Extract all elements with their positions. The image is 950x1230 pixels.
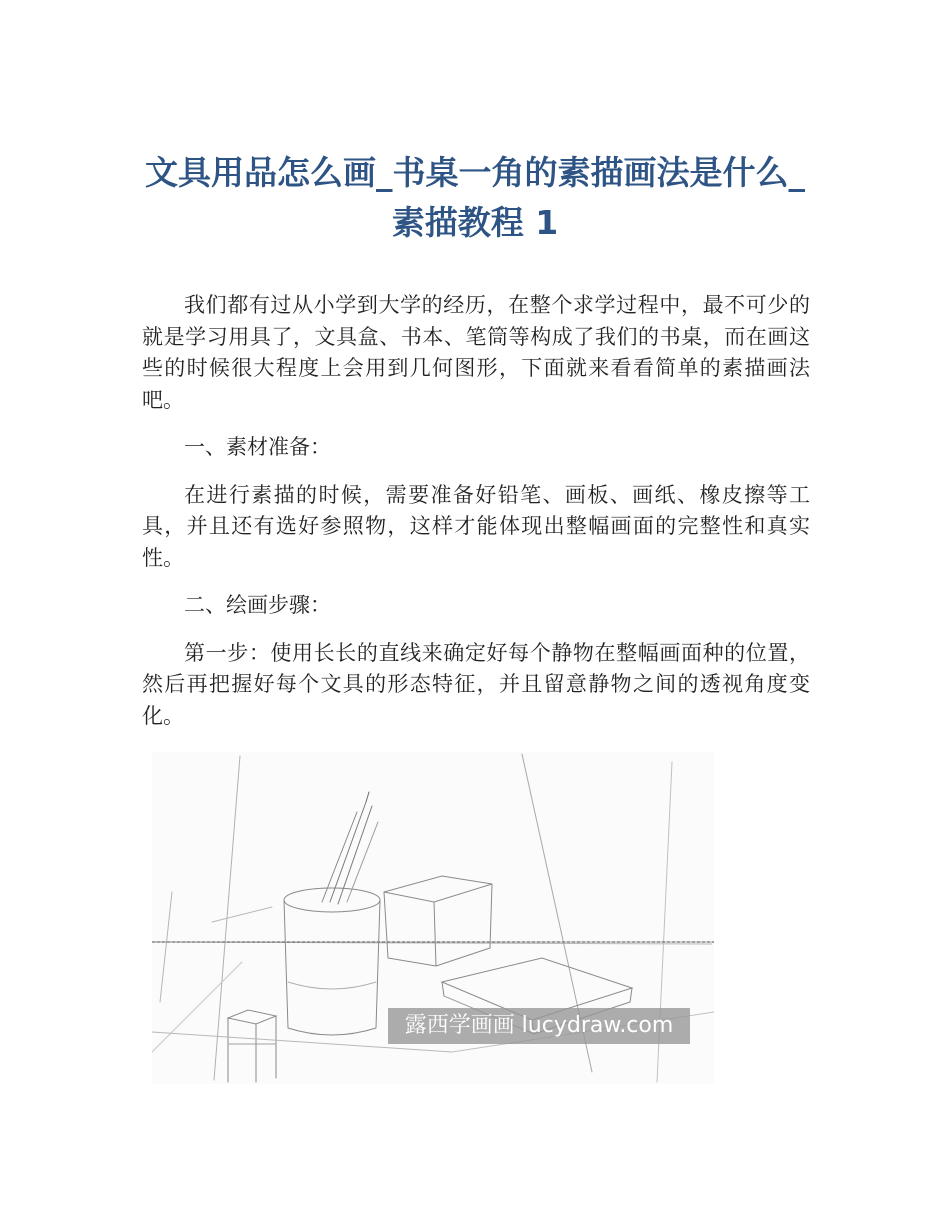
materials-paragraph: 在进行素描的时候，需要准备好铅笔、画板、画纸、橡皮擦等工具，并且还有选好参照物，这样才能体现出整幅画面的完整性和真实性。 xyxy=(142,482,810,570)
document-body xyxy=(142,290,810,748)
document-title: 文具用品怎么画_书桌一角的素描画法是什么_素描教程 1 xyxy=(145,153,805,242)
section-heading-materials: 一、素材准备： xyxy=(184,435,331,459)
sketch-illustration xyxy=(152,752,714,1084)
step-one-paragraph: 第一步：使用长长的直线来确定好每个静物在整幅画面种的位置，然后再把握好每个文具的形态特征，并且留意静物之间的透视角度变化。 xyxy=(142,640,810,728)
watermark-label: 露西学画画 lucydraw.com xyxy=(388,1008,690,1044)
section-heading-steps: 二、绘画步骤： xyxy=(184,593,331,617)
intro-paragraph: 我们都有过从小学到大学的经历，在整个求学过程中，最不可少的就是学习用具了，文具盒、书本、笔筒等构成了我们的书桌，而在画这些的时候很大程度上会用到几何图形，下面就来看看简单的素描画法吧。 xyxy=(142,293,810,412)
